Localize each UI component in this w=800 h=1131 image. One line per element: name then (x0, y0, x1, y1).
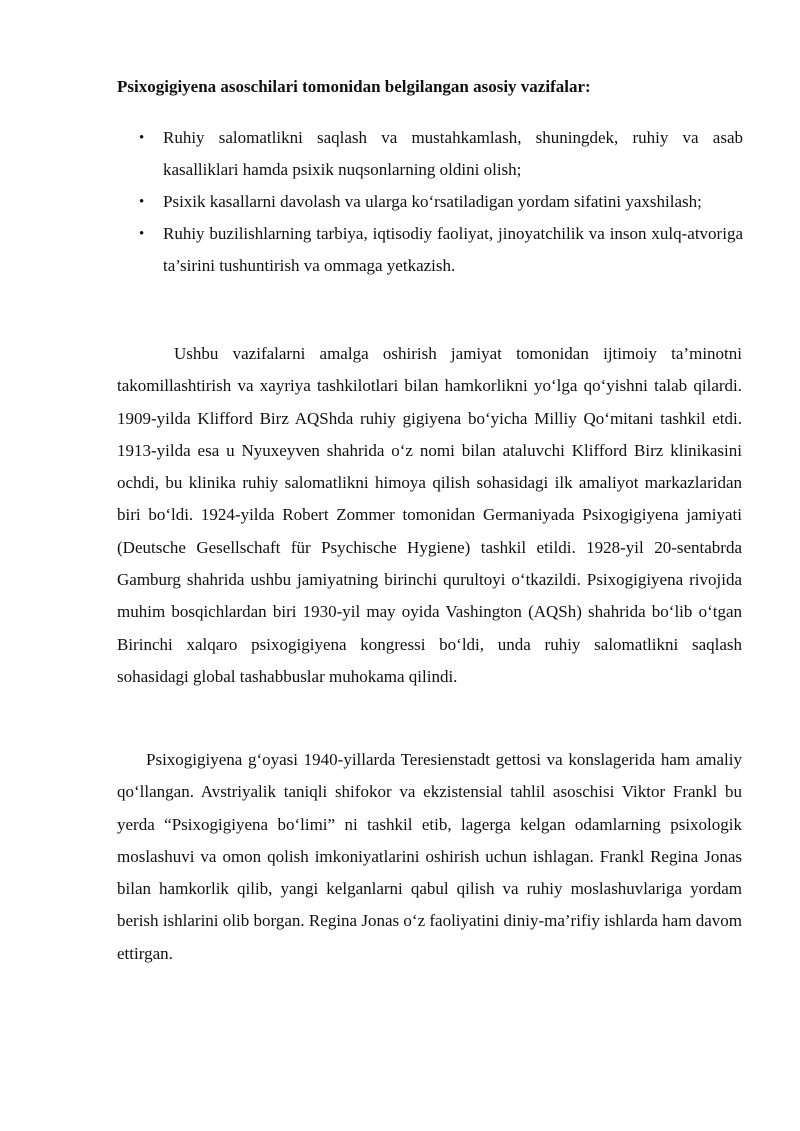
paragraph-frankl: Psixogigiyena g‘oyasi 1940-yillarda Teresienstadt gettosi va konslagerida ham amaliy qo‘llangan. Avstriyalik taniqli shifokor va ekzistensial tahlil asoschisi Viktor Frankl bu yerda “Psixogigiyena bo‘limi” ni tashkil etib, lagerga kelgan odamlarning psixologik moslashuvi va omon qolish imkoniyatlarini oshirish uchun ishlagan. Frankl Regina Jonas bilan hamkorlik qilib, yangi kelganlarni qabul qilish va ruhiy moslashuvlariga yordam berish ishlarini olib borgan. Regina Jonas o‘z faoliyatini diniy-ma’rifiy ishlarda ham davom ettirgan. (117, 750, 742, 963)
paragraph-history: Ushbu vazifalarni amalga oshirish jamiyat tomonidan ijtimoiy ta’minotni takomillashtirish va xayriya tashkilotlari bilan hamkorlikni yo‘lga qo‘yishni talab qilardi. 1909-yilda Klifford Birz AQShda ruhiy gigiyena bo‘yicha Milliy Qo‘mitani tashkil etdi. 1913-yilda esa u Nyuxeyven shahrida o‘z nomi bilan ataluvchi Klifford Birz klinikasini ochdi, bu klinika ruhiy salomatlikni himoya qilish sohasidagi ilk amaliyot markazlaridan biri bo‘ldi. 1924-yilda Robert Zommer tomonidan Germaniyada Psixogigiyena jamiyati (Deutsche Gesellschaft für Psychische Hygiene) tashkil etildi. 1928-yil 20-sentabrda Gamburg shahrida ushbu jamiyatning birinchi qurultoyi o‘tkazildi. Psixogigiyena rivojida muhim bosqichlardan biri 1930-yil may oyida Vashington (AQSh) shahrida bo‘lib o‘tgan Birinchi xalqaro psixogigiyena kongressi bo‘ldi, unda ruhiy salomatlikni saqlash sohasidagi global tashabbuslar muhokama qilindi. (117, 344, 742, 686)
list-item: • Ruhiy salomatlikni saqlash va mustahkamlash, shuningdek, ruhiy va asab kasalliklari hamda psixik nuqsonlarning oldini olish; (0, 122, 743, 186)
section-heading: Psixogigiyena asoschilari tomonidan belgilangan asosiy vazifalar: (117, 77, 591, 96)
list-item: • Psixik kasallarni davolash va ularga ko‘rsatiladigan yordam sifatini yaxshilash; (0, 186, 743, 218)
task-list (0, 122, 800, 282)
list-item: • Ruhiy buzilishlarning tarbiya, iqtisodiy faoliyat, jinoyatchilik va inson xulq-atvoriga ta’sirini tushuntirish va ommaga yetkazish. (0, 218, 743, 282)
